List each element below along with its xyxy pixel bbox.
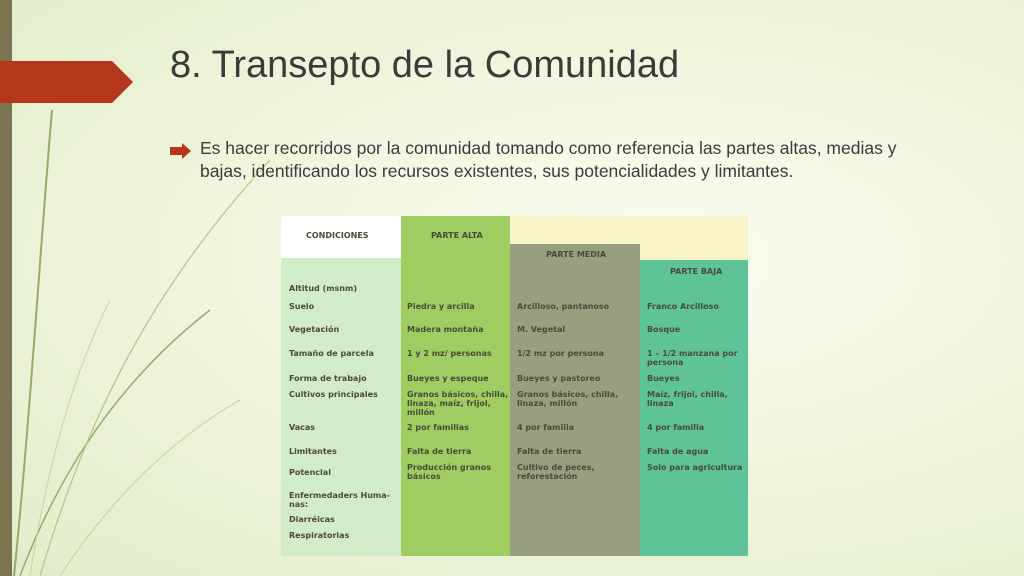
cell-media-5: 4 por familia <box>517 423 575 432</box>
cell-baja-3: Bueyes <box>647 374 680 383</box>
cell-alta-5: 2 por familias <box>407 423 469 432</box>
cell-conditions-6: Vacas <box>289 423 316 432</box>
cell-baja-6: Falta de agua <box>647 447 709 456</box>
title-accent-arrow <box>0 61 133 103</box>
cell-baja-1: Bosque <box>647 325 681 334</box>
header-parte-media: PARTE MEDIA <box>546 250 607 259</box>
cell-conditions-3: Tamaño de parcela <box>289 349 374 358</box>
header-parte-alta: PARTE ALTA <box>431 231 483 240</box>
cell-baja-0: Franco Arcilloso <box>647 302 719 311</box>
cell-baja-4: Maíz, frijol, chilla, linaza <box>647 390 728 408</box>
cell-media-4: Granos básicos, chilla, linaza, millón <box>517 390 619 408</box>
cell-alta-0: Piedra y arcilla <box>407 302 475 311</box>
cell-conditions-0: Altitud (msnm) <box>289 284 357 293</box>
cell-media-1: M. Vegetal <box>517 325 566 334</box>
cell-conditions-4: Forma de trabajo <box>289 374 367 383</box>
cell-media-3: Bueyes y pastoreo <box>517 374 601 383</box>
cell-conditions-7: Limitantes <box>289 447 337 456</box>
cell-conditions-1: Suelo <box>289 302 315 311</box>
slide-title: 8. Transepto de la Comunidad <box>170 44 680 86</box>
transect-table <box>281 216 748 556</box>
cell-media-2: 1/2 mz por persona <box>517 349 605 358</box>
cell-alta-4: Granos básicos, chilla, linaza, maíz, frijol, millón <box>407 390 509 417</box>
cell-alta-6: Falta de tierra <box>407 447 472 456</box>
cell-conditions-5: Cultivos principales <box>289 390 378 399</box>
cell-conditions-2: Vegetación <box>289 325 340 334</box>
cell-media-7: Cultivo de peces, reforestación <box>517 463 595 481</box>
header-parte-baja: PARTE BAJA <box>670 267 723 276</box>
cell-conditions-11: Respiratorias <box>289 531 350 540</box>
cell-baja-5: 4 por familia <box>647 423 705 432</box>
arrow-bullet-icon <box>170 141 192 161</box>
cell-conditions-9: Enfermedaders Huma- nas: <box>289 491 390 509</box>
cell-baja-7: Solo para agricultura <box>647 463 743 472</box>
cell-baja-2: 1 – 1/2 manzana por persona <box>647 349 738 367</box>
bullet-item <box>170 137 910 183</box>
cell-conditions-10: Diarréicas <box>289 515 335 524</box>
header-condiciones: CONDICIONES <box>306 231 369 240</box>
cell-alta-2: 1 y 2 mz/ personas <box>407 349 492 358</box>
bullet-text: Es hacer recorridos por la comunidad tomando como referencia las partes altas, medias y bajas, identificando los recursos existentes, sus potencialidades y limitantes. <box>200 138 897 181</box>
cell-alta-1: Madera montaña <box>407 325 484 334</box>
cell-alta-3: Bueyes y espeque <box>407 374 489 383</box>
cell-media-6: Falta de tierra <box>517 447 582 456</box>
cell-alta-7: Producción granos básicos <box>407 463 491 481</box>
cell-media-0: Arcilloso, pantanoso <box>517 302 610 311</box>
cell-conditions-8: Potencial <box>289 468 331 477</box>
column-parte-alta <box>401 216 510 556</box>
